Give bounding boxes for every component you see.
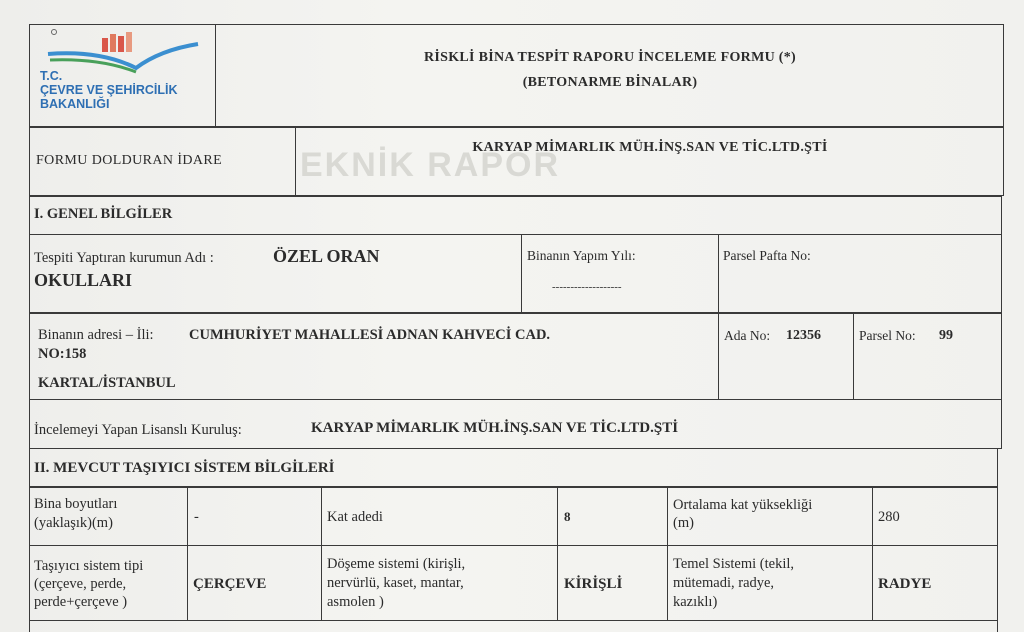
build-year-value: ------------------- [552, 281, 622, 293]
system-label-3: perde+çerçeve ) [34, 594, 128, 610]
foundation-label-3: kazıklı) [673, 594, 718, 610]
build-year-label: Binanın Yapım Yılı: [527, 248, 636, 263]
form-title-line-1: RİSKLİ BİNA TESPİT RAPORU İNCELEME FORMU (*) [423, 50, 797, 65]
system-label-1: Taşıyıcı sistem tipi [34, 558, 144, 574]
address-label: Binanın adresi – İli: [38, 327, 154, 343]
year-divider [718, 234, 719, 314]
parcel-sheet-label: Parsel Pafta No: [723, 248, 811, 263]
section-2-title: II. MEVCUT TAŞIYICI SİSTEM BİLGİLERİ [34, 460, 335, 476]
section-1-title: I. GENEL BİLGİLER [34, 206, 173, 222]
structure-table [29, 486, 998, 632]
foundation-label-2: mütemadi, radye, [673, 575, 775, 591]
watermark: EKNİK RAPOR [300, 146, 561, 184]
block-divider [853, 312, 854, 400]
table-col-4 [667, 486, 668, 620]
institution-divider [521, 234, 522, 314]
institution-value-1: ÖZEL ORAN [273, 246, 380, 266]
ministry-line-2: ÇEVRE VE ŞEHİRCİLİK [40, 83, 178, 97]
table-row-divider [29, 545, 998, 546]
inspector-label: İncelemeyi Yapan Lisanslı Kuruluş: [34, 422, 242, 438]
slab-label-1: Döşeme sistemi (kirişli, [327, 556, 466, 572]
table-col-3 [557, 486, 558, 620]
address-value-1: CUMHURİYET MAHALLESİ ADNAN KAHVECİ CAD. [189, 327, 551, 343]
institution-row [29, 234, 1002, 314]
filling-office-value: KARYAP MİMARLIK MÜH.İNŞ.SAN VE TİC.LTD.ŞTİ [472, 140, 828, 155]
foundation-label-1: Temel Sistemi (tekil, [673, 556, 795, 572]
block-label: Ada No: [724, 328, 771, 343]
slab-label-3: asmolen ) [327, 594, 384, 610]
inspector-value: KARYAP MİMARLIK MÜH.İNŞ.SAN VE TİC.LTD.ŞTİ [311, 420, 679, 436]
section-1-title-box [29, 196, 1002, 235]
ministry-name [40, 69, 178, 111]
table-col-1 [187, 486, 188, 620]
avg-height-value: 280 [878, 509, 900, 525]
floors-label: Kat adedi [327, 509, 383, 525]
ministry-line-1: T.C. [40, 69, 63, 83]
dims-label-1: Bina boyutları [34, 496, 118, 512]
system-label-2: (çerçeve, perde, [34, 576, 127, 592]
foundation-value: RADYE [878, 576, 932, 592]
filling-office-label: FORMU DOLDURAN İDARE [36, 153, 223, 168]
table-col-5 [872, 486, 873, 620]
filling-office-divider [295, 126, 296, 196]
institution-value-2: OKULLARI [34, 270, 133, 290]
table-bottom-line [29, 620, 998, 621]
floors-value: 8 [564, 509, 571, 524]
dims-label-2: (yaklaşık)(m) [34, 515, 113, 531]
block-value: 12356 [786, 328, 821, 343]
address-value-2: NO:158 [38, 346, 87, 362]
avg-height-label-1: Ortalama kat yüksekliği [673, 497, 813, 513]
institution-label: Tespiti Yaptıran kurumun Adı : [34, 250, 214, 266]
parcel-label: Parsel No: [859, 328, 916, 343]
slab-value: KİRİŞLİ [564, 576, 623, 592]
address-value-3: KARTAL/İSTANBUL [38, 375, 176, 391]
slab-label-2: nervürlü, kaset, mantar, [327, 575, 464, 591]
address-divider [718, 312, 719, 400]
parcel-value: 99 [939, 328, 953, 343]
system-value: ÇERÇEVE [193, 576, 267, 592]
dims-value: - [194, 509, 199, 525]
table-col-2 [321, 486, 322, 620]
avg-height-label-2: (m) [673, 515, 694, 531]
ministry-line-3: BAKANLIĞI [40, 97, 110, 111]
form-title-line-2: (BETONARME BİNALAR) [522, 75, 698, 90]
